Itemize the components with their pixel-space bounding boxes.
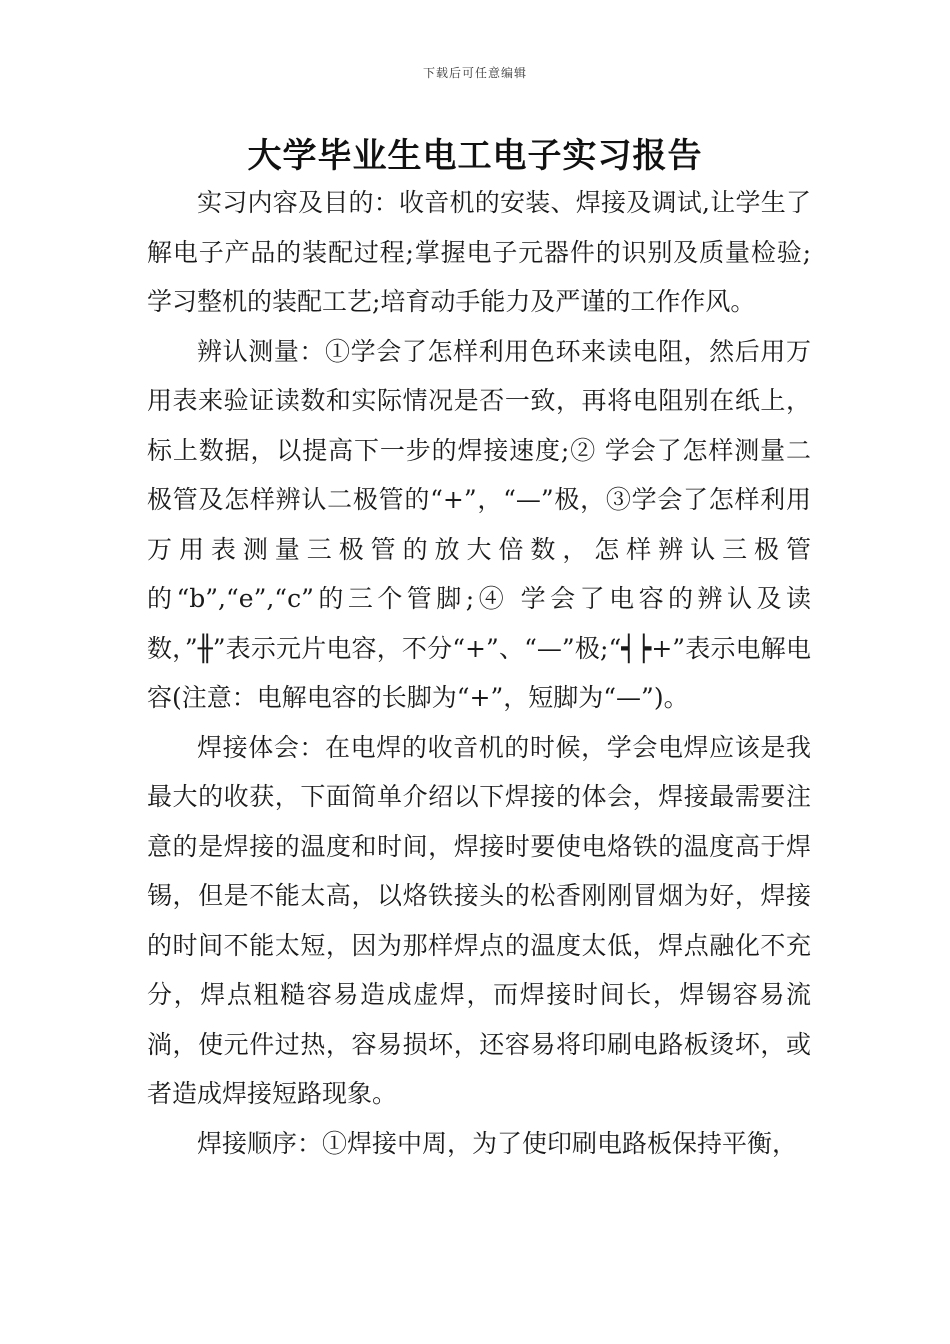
paragraph-soldering-experience: 焊接体会：在电焊的收音机的时候，学会电焊应该是我最大的收获，下面简单介绍以下焊接的体会，焊接最需要注意的是焊接的温度和时间，焊接时要使电烙铁的温度高于焊锡，但是不能太高，以烙铁接头的松香刚刚冒烟为好，焊接的时间不能太短，因为那样焊点的温度太低，焊点融化不充分，焊点粗糙容易造成虚焊，而焊接时间长，焊锡容易流淌，使元件过热，容易损坏，还容易将印刷电路板烫坏，或者造成焊接短路现象。 [147,732,811,1108]
paragraph-soldering-order: 焊接顺序：①焊接中周，为了使印刷电路板保持平衡， [197,1128,798,1158]
document-body [147,178,811,1168]
paragraph-purpose: 实习内容及目的：收音机的安装、焊接及调试,让学生了解电子产品的装配过程;掌握电子元器件的识别及质量检验;学习整机的装配工艺;培育动手能力及严谨的工作作风。 [147,188,811,316]
page-title: 大学毕业生电工电子实习报告 [247,136,703,176]
header-note: 下载后可任意编辑 [422,66,527,80]
paragraph-identification: 辨认测量：①学会了怎样利用色环来读电阻，然后用万用表来验证读数和实际情况是否一致，再将电阻别在纸上，标上数据，以提高下一步的焊接速度;② 学会了怎样测量二极管及怎样辨认二极管的“+”，“—”极，③学会了怎样利用万用表测量三极管的放大倍数，怎样辨认三极管的“b”,“e”,“c”的三个管脚;④ 学会了电容的辨认及读数，”╫”表示元片电容，不分“+”、“—”极;“┥┝+”表示电解电容(注意：电解电容的长脚为“+”，短脚为“—”)。 [147,336,811,712]
